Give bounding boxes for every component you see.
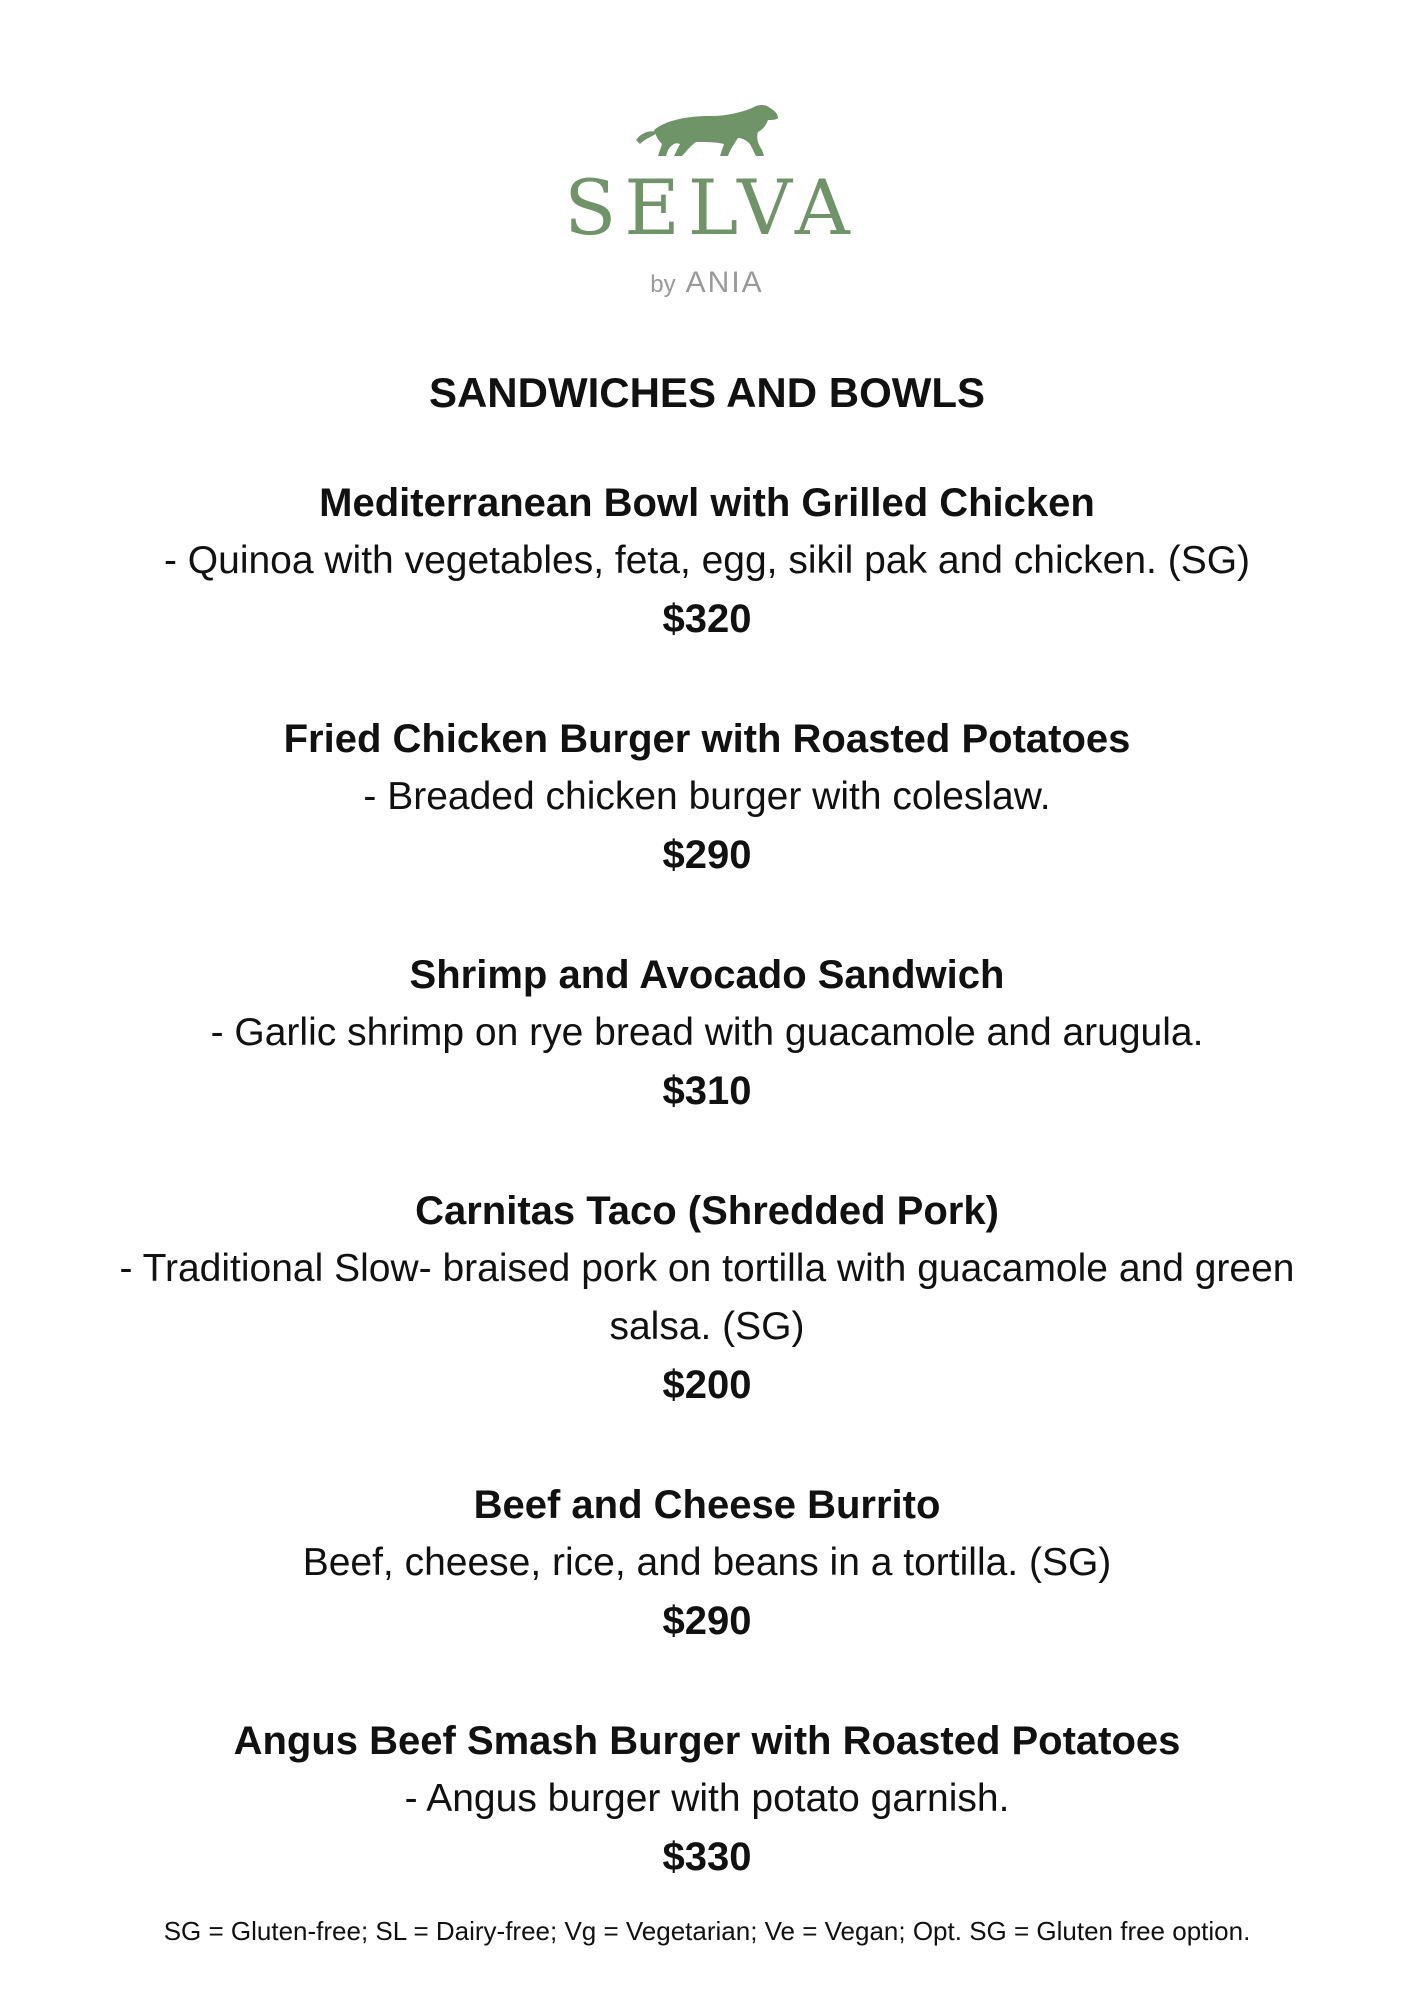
jaguar-icon [632,100,782,162]
brand-name: SELVA [564,163,858,252]
brand-subtitle [650,268,763,298]
brand-logo [0,100,1414,298]
item-name: Beef and Cheese Burrito [473,1483,941,1527]
item-description: - Garlic shrimp on rye bread with guacamole and arugula. [210,1011,1204,1054]
menu-item [80,1712,1334,1886]
section-title: SANDWICHES AND BOWLS [428,369,986,416]
item-name: Fried Chicken Burger with Roasted Potatoes [283,717,1131,761]
brand-by: by [650,271,676,298]
menu-item [80,1476,1334,1650]
menu-item [80,946,1334,1120]
item-name: Carnitas Taco (Shredded Pork) [415,1189,999,1233]
item-price: $310 [662,1069,752,1113]
dietary-legend: SG = Gluten-free; SL = Dairy-free; Vg = Vegetarian; Ve = Vegan; Opt. SG = Gluten free option. [163,1916,1251,1946]
item-price: $330 [662,1835,752,1879]
item-name: Mediterranean Bowl with Grilled Chicken [319,481,1095,525]
brand-sub: ANIA [685,266,764,299]
menu [80,364,1334,1948]
item-description: - Traditional Slow- braised pork on tortilla with guacamole and green salsa. (SG) [119,1247,1295,1348]
item-name: Shrimp and Avocado Sandwich [409,953,1005,997]
item-description: - Quinoa with vegetables, feta, egg, sikil pak and chicken. (SG) [163,539,1251,582]
item-price: $290 [662,1599,752,1643]
menu-item [80,710,1334,884]
menu-item [80,474,1334,648]
item-price: $320 [662,597,752,641]
item-description: - Breaded chicken burger with coleslaw. [363,775,1051,818]
menu-item [80,1182,1334,1414]
item-name: Angus Beef Smash Burger with Roasted Potatoes [233,1719,1181,1763]
item-description: Beef, cheese, rice, and beans in a tortilla. (SG) [302,1541,1112,1584]
item-price: $290 [662,833,752,877]
item-description: - Angus burger with potato garnish. [404,1777,1010,1820]
item-price: $200 [662,1363,752,1407]
